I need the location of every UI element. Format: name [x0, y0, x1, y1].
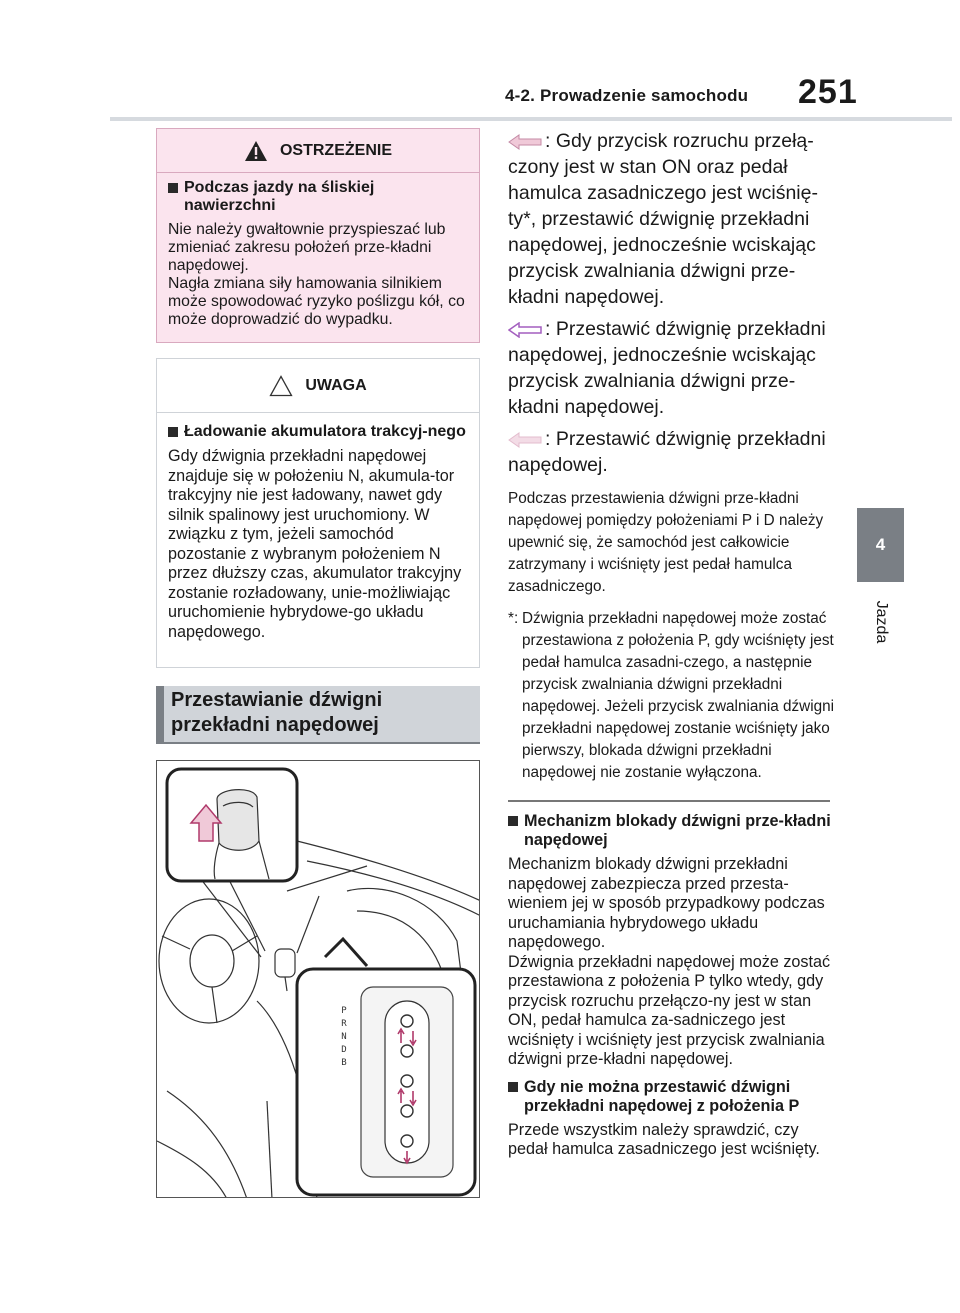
gear-letter: B [341, 1058, 347, 1068]
gear-letter: P [341, 1006, 347, 1016]
chapter-number: 4 [875, 535, 886, 554]
chapter-label: Jazda [873, 600, 890, 644]
notice-subtitle: Ładowanie akumulatora trakcyj-nego [184, 423, 466, 440]
header-section-title: 4-2. Prowadzenie samochodu [505, 86, 749, 105]
header-rule [110, 117, 952, 121]
square-bullet-icon [508, 816, 518, 826]
chapter-tab[interactable] [857, 508, 904, 582]
legend-text: : Gdy przycisk rozruchu przełą-czony jest w stan ON oraz pedał hamulca zasadniczego jest wciśnię-ty*, przestawić dźwignię przekładni napędowej, jednocześnie wciskając przycisk zwalniania dźwigni prze-kładni napędowej. [508, 130, 818, 308]
legend-text: : Przestawić dźwignię przekładni napędowej. [508, 428, 826, 476]
left-arrow-icon [508, 134, 542, 150]
notice-box [156, 358, 480, 668]
interior-drawing [157, 761, 480, 1198]
legend-item-1 [508, 128, 838, 310]
warning-title: OSTRZEŻENIE [279, 141, 392, 159]
gear-letter: R [341, 1019, 347, 1029]
cannot-shift-title: Gdy nie można przestawić dźwigni przekładni napędowej z położenia P [524, 1077, 800, 1115]
left-arrow-light-icon [508, 432, 542, 448]
notice-text: Gdy dźwignia przekładni napędowej znajduje się w położeniu N, akumula-tor trakcyjny nie jest ładowany, nawet gdy silnik spalinowy jest uruchomiony. W związku z tym, jeżeli samochód pozostanie z wybranym położeniem N przez dłuższy czas, akumulator trakcyjny zostanie rozładowany, unie-możliwiając uruchomienie hybrydowe-go układu napędowego. [168, 447, 462, 641]
gear-letters [341, 1006, 347, 1068]
warning-triangle-icon [244, 140, 268, 162]
mechanism-title: Mechanizm blokady dźwigni prze-kładni napędowej [524, 812, 831, 849]
notice-title: UWAGA [305, 376, 367, 394]
warning-box [156, 128, 480, 343]
right-column [508, 128, 838, 1160]
warning-subtitle-row [168, 179, 469, 215]
footnote [508, 608, 838, 784]
legend-item-3 [508, 426, 838, 478]
page-number: 251 [798, 73, 858, 111]
notice-subtitle-row [168, 423, 469, 441]
warning-subtitle: Podczas jazdy na śliskiej nawierzchni [184, 179, 375, 214]
gear-letter: D [341, 1045, 347, 1055]
shift-caution-paragraph: Podczas przestawienia dźwigni prze-kładni napędowej pomiędzy położeniami P i D należy upewnić się, że samochód jest całkowicie zatrzymany i wciśnięty jest pedał hamulca zasadniczego. [508, 490, 824, 595]
square-bullet-icon [168, 427, 178, 437]
square-bullet-icon [508, 1082, 518, 1092]
shift-lever-illustration [156, 760, 480, 1198]
mechanism-text: Mechanizm blokady dźwigni przekładni napędowej zabezpiecza przed przesta-wieniem jej w sposób przypadkowy podczas uruchamiania hybrydowego układu napędowego. Dźwignia przekładni napędowej może zostać przestawiona z położenia P tylko wtedy, gdy przycisk rozruchu przełączo-ny jest w stan ON, pedał hamulca za-sadniczego jest wciśnięty i wciśnięty jest przycisk zwalniania dźwigni prze-kładni napędowej. [508, 855, 831, 1068]
footnote-mark: *: [508, 610, 519, 627]
section-divider [508, 800, 830, 802]
caution-triangle-icon [269, 375, 293, 397]
section-heading: Przestawianie dźwigni przekładni napędowej [156, 686, 480, 744]
legend-item-2 [508, 316, 838, 420]
gear-letter: N [341, 1032, 347, 1042]
chapter-label-wrap [870, 592, 892, 652]
square-bullet-icon [168, 183, 178, 193]
warning-header [157, 129, 479, 173]
mechanism-subtitle-row [508, 812, 838, 850]
warning-text: Nie należy gwałtownie przyspieszać lub zmieniać zakresu położeń prze-kładni napędowej. Nagła zmiana siły hamowania silnikiem może spowodować ryzyko poślizgu kół, co może doprowadzić do wypadku. [168, 221, 465, 328]
left-arrow-outline-icon [508, 322, 542, 338]
footnote-text: Dźwignia przekładni napędowej może zostać przestawiona z położenia P, gdy wciśnięty jest pedał hamulca zasadni-czego, a następnie przycisk zwalniania dźwigni przekładni napędowej. Jeżeli przycisk zwalniania dźwigni przekładni napędowej zostanie wciśnięty jako pierwszy, blokada dźwigni przekładni napędowej nie zostanie wyłączona. [522, 610, 835, 781]
notice-header [157, 359, 479, 413]
cannot-shift-subtitle-row [508, 1078, 838, 1116]
cannot-shift-text: Przede wszystkim należy sprawdzić, czy pedał hamulca zasadniczego jest wciśnięty. [508, 1120, 820, 1158]
legend-text: : Przestawić dźwignię przekładni napędowej, jednocześnie wciskając przycisk zwalniania dźwigni prze-kładni napędowej. [508, 318, 826, 418]
